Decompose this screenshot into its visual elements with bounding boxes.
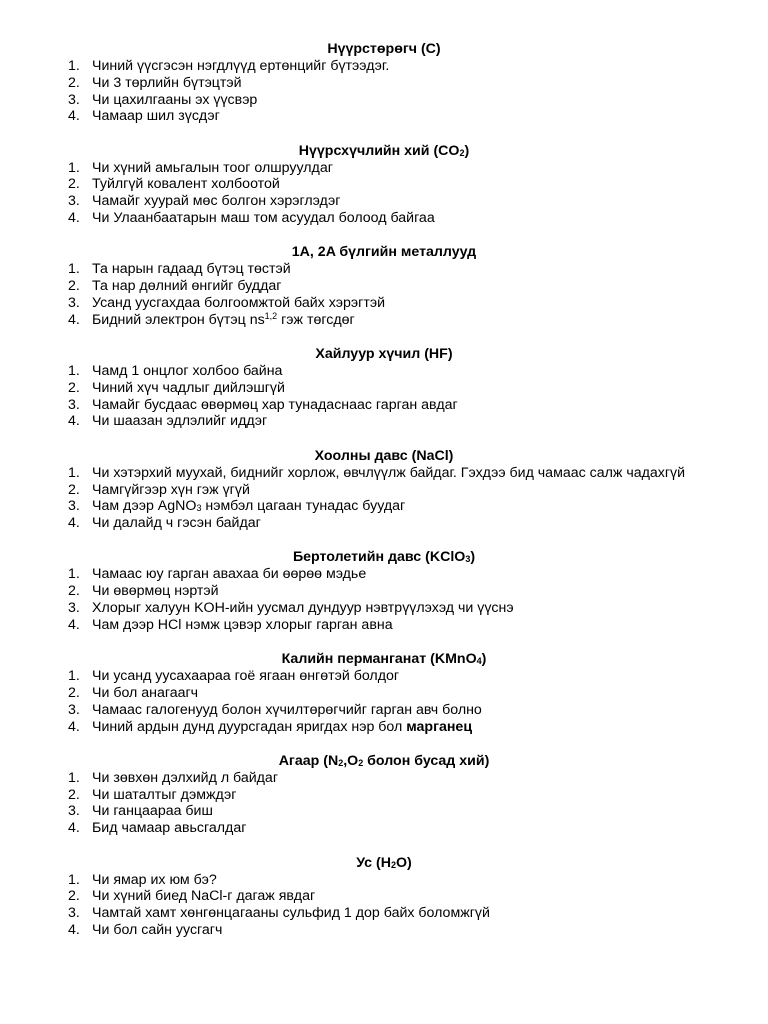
section-title-text: ,O (343, 752, 359, 769)
item-number: 2. (68, 583, 80, 600)
list-item (0, 482, 768, 499)
section-title (0, 753, 768, 770)
item-number: 1. (68, 58, 80, 74)
item-text: Чи хэтэрхий муухай, биднийг хорлож, өвчлүүлж байдаг. Гэхдээ бид чамаас салж чадахгүй (92, 464, 686, 481)
section-title (0, 549, 768, 566)
item-number: 4. (68, 718, 80, 735)
item-text: Чамгүйгээр хүн гэж үгүй (92, 481, 250, 498)
item-number: 1. (68, 769, 80, 786)
item-text: Бидний электрон бүтэц (92, 311, 250, 328)
list-item (0, 617, 768, 634)
item-number: 2. (68, 176, 80, 193)
numbered-list (0, 58, 768, 125)
list-item (0, 397, 768, 414)
item-formula: ns (249, 311, 265, 328)
item-number: 3. (68, 294, 80, 311)
item-number: 3. (68, 193, 80, 210)
item-number: 3. (68, 600, 80, 617)
item-number: 1. (68, 871, 80, 888)
section-title-subscript: 2 (358, 757, 364, 768)
item-text: нэмбэл цагаан тунадас буудаг (201, 498, 406, 515)
item-text: Усанд уусгахдаа болгоомжтой байх хэрэгтэй (92, 294, 385, 311)
list-item (0, 702, 768, 719)
section-title (0, 346, 768, 363)
list-item (0, 668, 768, 685)
list-item (0, 770, 768, 787)
list-item (0, 583, 768, 600)
list-item (0, 380, 768, 397)
list-item (0, 719, 768, 736)
section-title-subscript: 2 (390, 859, 396, 870)
item-number: 3. (68, 803, 80, 820)
list-item (0, 92, 768, 109)
section-title-text: ) (464, 142, 470, 159)
item-number: 3. (68, 905, 80, 922)
numbered-list (0, 465, 768, 532)
item-bold-text: марганец (406, 718, 473, 735)
list-item (0, 803, 768, 820)
item-formula: AgNO (157, 498, 197, 515)
section (0, 753, 768, 837)
item-number: 4. (68, 515, 80, 532)
item-text: Чамаас юу гарган авахаа би өөрөө мэдье (92, 566, 367, 583)
item-text: Чи ямар их юм бэ? (92, 871, 217, 888)
item-text: Чам дээр (92, 616, 158, 633)
item-text: гэж төгсдөг (277, 311, 355, 328)
section-title-subscript: 3 (465, 554, 471, 565)
item-text: -г дагаж явдаг (222, 888, 316, 905)
list-item (0, 58, 768, 75)
section (0, 448, 768, 532)
list-item (0, 193, 768, 210)
item-number: 3. (68, 498, 80, 515)
section (0, 651, 768, 735)
list-item (0, 566, 768, 583)
item-text: Чамайг хуурай мөс болгон хэрэглэдэг (92, 193, 341, 210)
numbered-list (0, 566, 768, 633)
section-title-text: Калийн перманганат (KMnO (281, 651, 477, 668)
item-number: 4. (68, 921, 80, 938)
item-text: Бид чамаар авьсгалдаг (92, 820, 247, 837)
item-text: Чи бол анагаагч (92, 684, 199, 701)
section-title-text: Нүүрстөрөгч (C) (327, 41, 441, 57)
section-title-text: Хоолны давс (NaCl) (314, 447, 454, 464)
item-number: 1. (68, 464, 80, 481)
item-text: Чи 3 төрлийн бүтэцтэй (92, 74, 242, 91)
item-number: 2. (68, 684, 80, 701)
section-title-subscript: 2 (338, 757, 344, 768)
item-number: 1. (68, 668, 80, 685)
list-item (0, 820, 768, 837)
item-number: 1. (68, 363, 80, 380)
section-title (0, 855, 768, 872)
item-text: Чи хүний амьгалын тоог олшруулдаг (92, 159, 333, 176)
item-text: Чи хүний биед (92, 888, 191, 905)
item-formula: HCl (157, 616, 182, 633)
worksheet-page (0, 41, 768, 956)
list-item (0, 498, 768, 515)
list-item (0, 108, 768, 125)
section (0, 143, 768, 227)
item-text: Та нарын гадаад бүтэц төстэй (92, 261, 291, 278)
list-item (0, 312, 768, 329)
list-item (0, 75, 768, 92)
item-text: Чи цахилгааны эх үүсвэр (92, 91, 258, 108)
section-title (0, 143, 768, 160)
section (0, 41, 768, 125)
item-text: -ийн уусмал дундуур нэвтрүүлэхэд чи үүснэ (224, 600, 514, 617)
section-title-text: болон бусад хий) (363, 752, 490, 769)
section (0, 244, 768, 328)
item-text: Туйлгүй ковалент холбоотой (92, 176, 280, 193)
section-title (0, 41, 768, 58)
section-title-text: ) (470, 549, 476, 566)
item-formula-subscript: 3 (196, 503, 202, 514)
item-text: Хлорыг халуун (92, 600, 195, 617)
item-text: Чи шаталтыг дэмждэг (92, 786, 237, 803)
section-title-text: Хайлуур хүчил (HF) (315, 346, 453, 363)
section-title-text: 1A, 2A бүлгийн металлууд (291, 244, 477, 261)
section-title-text: Бертолетийн давс (KClO (292, 549, 466, 566)
item-text: Чамаас галогенууд болон хүчилтөрөгчийг гарган авч болно (92, 701, 482, 718)
item-text: Чи шаазан эдлэлийг иддэг (92, 413, 268, 430)
item-text: Чам дээр (92, 498, 158, 515)
item-number: 1. (68, 566, 80, 583)
item-text: нэмж цэвэр хлорыг гарган авна (181, 616, 393, 633)
item-formula: NaCl (191, 888, 223, 905)
item-text: Чиний ардын дунд дуурсгадан яригдах нэр бол (92, 718, 407, 735)
item-text: Чи ганцаараа биш (92, 803, 213, 820)
item-number: 1. (68, 261, 80, 278)
list-item (0, 685, 768, 702)
list-item (0, 787, 768, 804)
list-item (0, 295, 768, 312)
section-title (0, 448, 768, 465)
item-text: Чи усанд уусахаараа гоё ягаан өнгөтэй болдог (92, 668, 400, 685)
item-text: Чамтай хамт хөнгөнцагааны сульфид 1 дор байх боломжгүй (92, 905, 490, 922)
section (0, 346, 768, 430)
item-text: Та нар дөлний өнгийг буддаг (92, 278, 282, 295)
list-item (0, 278, 768, 295)
list-item (0, 600, 768, 617)
item-number: 2. (68, 481, 80, 498)
item-text: Чи зөвхөн дэлхийд л байдаг (92, 769, 279, 786)
list-item (0, 888, 768, 905)
item-text: Чамаар шил зүсдэг (92, 108, 220, 125)
item-number: 2. (68, 379, 80, 396)
list-item (0, 922, 768, 939)
item-number: 2. (68, 888, 80, 905)
item-formula: KOH (194, 600, 225, 617)
item-number: 3. (68, 91, 80, 108)
section-title (0, 651, 768, 668)
item-number: 4. (68, 820, 80, 837)
item-number: 3. (68, 396, 80, 413)
section-title-subscript: 4 (476, 656, 482, 667)
numbered-list (0, 872, 768, 939)
section-title-text: Агаар (N (278, 752, 339, 769)
section-title-subscript: 2 (459, 147, 465, 158)
item-text: Чи бол сайн уусгагч (92, 921, 223, 938)
item-text: Чи өвөрмөц нэртэй (92, 583, 219, 600)
item-number: 4. (68, 311, 80, 328)
item-number: 4. (68, 413, 80, 430)
section (0, 855, 768, 939)
item-text: Чамайг бусдаас өвөрмөц хар тунадаснаас гарган авдаг (92, 396, 458, 413)
numbered-list (0, 160, 768, 227)
numbered-list (0, 770, 768, 837)
list-item (0, 210, 768, 227)
list-item (0, 515, 768, 532)
numbered-list (0, 363, 768, 430)
item-number: 4. (68, 616, 80, 633)
item-number: 4. (68, 108, 80, 125)
section-title-text: O) (395, 854, 412, 871)
section-title (0, 244, 768, 261)
list-item (0, 261, 768, 278)
list-item (0, 363, 768, 380)
item-number: 1. (68, 159, 80, 176)
numbered-list (0, 668, 768, 735)
list-item (0, 465, 768, 482)
item-formula-superscript: 1,2 (264, 310, 278, 321)
item-text: Чиний үүсгэсэн нэгдлүүд ертөнцийг бүтээдэг. (92, 58, 390, 74)
item-number: 2. (68, 786, 80, 803)
list-item (0, 905, 768, 922)
item-text: Чи далайд ч гэсэн байдаг (92, 515, 261, 532)
item-text: Чиний хүч чадлыг дийлэшгүй (92, 379, 285, 396)
item-number: 2. (68, 278, 80, 295)
section-title-text: ) (481, 651, 487, 668)
item-text: Чамд 1 онцлог холбоо байна (92, 363, 283, 380)
list-item (0, 176, 768, 193)
list-item (0, 413, 768, 430)
list-item (0, 160, 768, 177)
item-number: 3. (68, 701, 80, 718)
numbered-list (0, 261, 768, 328)
item-number: 4. (68, 210, 80, 227)
item-number: 2. (68, 74, 80, 91)
section (0, 549, 768, 633)
section-title-text: Ус (H (356, 854, 391, 871)
section-title-text: Нүүрсхүчлийн хий (CO (298, 142, 460, 159)
list-item (0, 872, 768, 889)
item-text: Чи Улаанбаатарын маш том асуудал болоод байгаа (92, 210, 435, 227)
